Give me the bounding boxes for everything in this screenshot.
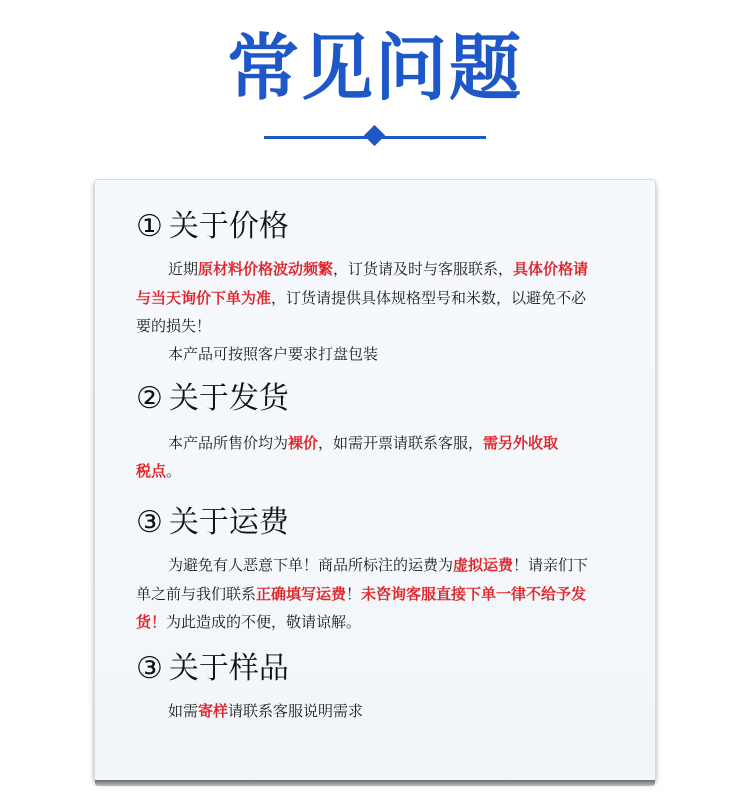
divider-diamond-icon xyxy=(364,125,385,146)
text-segment: ！ xyxy=(346,585,362,603)
shipping-line-2 xyxy=(136,464,181,479)
highlight-segment: 未咨询客服直接下单一律不给予发 xyxy=(361,585,587,603)
section-heading-text: 关于运费 xyxy=(168,505,289,540)
freight-line-2 xyxy=(136,587,586,602)
price-line-3 xyxy=(136,319,211,334)
highlight-segment: 裸价 xyxy=(288,434,319,452)
text-segment: ，订货请及时与客服联系， xyxy=(333,260,514,278)
section-heading-shipping xyxy=(136,381,289,416)
section-heading-samples xyxy=(136,651,289,686)
page-title: 常见问题 xyxy=(226,26,523,110)
text-segment: ！请亲们下 xyxy=(513,556,589,574)
highlight-segment: 与当天询价下单为准 xyxy=(136,289,272,307)
samples-line-1 xyxy=(168,704,363,719)
section-heading-text: 关于样品 xyxy=(168,651,289,686)
text-segment: 。 xyxy=(166,462,182,480)
price-line-1 xyxy=(168,262,588,277)
circled-number-1: ① xyxy=(136,209,163,244)
text-segment: 如需 xyxy=(168,702,199,720)
section-heading-freight xyxy=(136,505,289,540)
freight-line-1 xyxy=(168,558,588,573)
price-line-4 xyxy=(168,347,378,362)
text-segment: 本产品所售价均为 xyxy=(168,434,289,452)
title-divider xyxy=(264,126,486,148)
circled-number-3: ③ xyxy=(136,651,163,686)
section-heading-text: 关于发货 xyxy=(168,381,289,416)
text-segment: 单之前与我们联系 xyxy=(136,585,257,603)
text-segment: ，如需开票请联系客服， xyxy=(318,434,484,452)
highlight-segment: 税点 xyxy=(136,462,167,480)
highlight-segment: 虚拟运费 xyxy=(453,556,514,574)
text-segment: ，订货请提供具体规格型号和米数，以避免不必 xyxy=(271,289,587,307)
circled-number-2: ② xyxy=(136,381,163,416)
section-heading-text: 关于价格 xyxy=(168,209,289,244)
text-segment: 请联系客服说明需求 xyxy=(228,702,364,720)
text-segment: 为避免有人恶意下单！商品所标注的运费为 xyxy=(168,556,454,574)
highlight-segment: 货！ xyxy=(136,613,167,631)
text-segment: 要的损失！ xyxy=(136,317,212,335)
text-segment: 为此造成的不便，敬请谅解。 xyxy=(166,613,362,631)
section-heading-price xyxy=(136,209,289,244)
text-segment: 本产品可按照客户要求打盘包装 xyxy=(168,345,379,363)
highlight-segment: 具体价格请 xyxy=(513,260,589,278)
highlight-segment: 原材料价格波动频繁 xyxy=(198,260,334,278)
freight-line-3 xyxy=(136,615,361,630)
highlight-segment: 需另外收取 xyxy=(483,434,559,452)
shipping-line-1 xyxy=(168,436,558,451)
price-line-2 xyxy=(136,291,586,306)
circled-number-3: ③ xyxy=(136,505,163,540)
text-segment: 近期 xyxy=(168,260,199,278)
highlight-segment: 寄样 xyxy=(198,702,229,720)
highlight-segment: 正确填写运费 xyxy=(256,585,347,603)
